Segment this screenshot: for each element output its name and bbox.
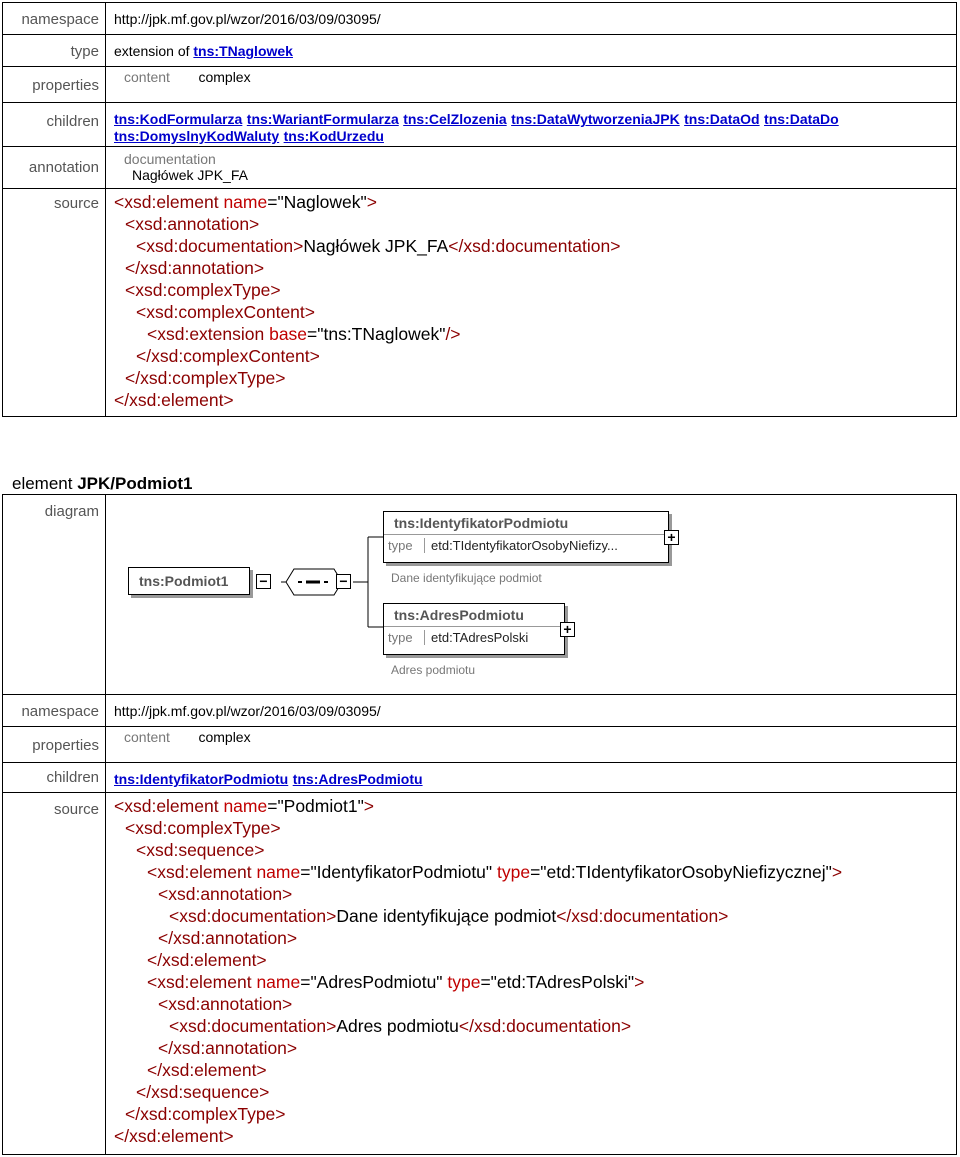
type-value [106, 35, 957, 67]
source-token: ="Podmiot1" [267, 796, 364, 816]
source-token: </xsd:annotation> [125, 258, 265, 278]
child2-type-row [384, 627, 564, 645]
source-code [106, 189, 957, 417]
child-link[interactable]: tns:CelZlozenia [403, 111, 507, 127]
source-token: Dane identyfikujące podmiot [336, 906, 557, 926]
source-line [114, 949, 956, 971]
diagram-label: diagram [3, 495, 106, 695]
child-link[interactable]: tns:DataDo [764, 111, 839, 127]
root-element-box[interactable] [128, 567, 250, 595]
element-heading [12, 474, 192, 494]
source-token: ="IdentyfikatorPodmiotu" [300, 862, 497, 882]
source-token: ="AdresPodmiotu" [300, 972, 448, 992]
source-token: name [223, 796, 268, 816]
source-token: </xsd:complexContent> [136, 346, 320, 366]
source-line [114, 1125, 956, 1147]
source-token: <xsd:extension [147, 324, 270, 344]
source-line [114, 1081, 956, 1103]
source-line [114, 1015, 956, 1037]
source-token: </xsd:complexType> [125, 1104, 286, 1124]
source-line [114, 993, 956, 1015]
properties-label: properties [3, 727, 106, 763]
element-table-podmiot1 [2, 494, 957, 1155]
diagram-canvas [106, 495, 956, 693]
child1-type-key: type [384, 538, 425, 553]
source-line [114, 927, 956, 949]
source-token: <xsd:element [147, 862, 257, 882]
source-token: type [447, 972, 481, 992]
source-line [114, 905, 956, 927]
child1-doc: Dane identyfikujące podmiot [391, 571, 542, 585]
child1-name: tns:IdentyfikatorPodmiotu [384, 512, 668, 535]
child-link[interactable]: tns:KodFormularza [114, 111, 243, 127]
source-line [114, 301, 956, 323]
children-label: children [3, 763, 106, 793]
content-value: complex [198, 69, 251, 85]
type-label: type [3, 35, 106, 67]
source-token: > [634, 972, 645, 992]
source-token: </xsd:documentation> [458, 1016, 632, 1036]
child-element-box[interactable] [383, 603, 565, 655]
source-token: </xsd:element> [114, 390, 234, 410]
properties-value [106, 727, 957, 763]
child-link[interactable]: tns:DomyslnyKodWaluty [114, 128, 280, 144]
child-link[interactable]: tns:WariantFormularza [246, 111, 399, 127]
source-token: <xsd:annotation> [158, 994, 293, 1014]
child1-type-row [384, 535, 668, 553]
annotation-label: annotation [3, 147, 106, 189]
namespace-label: namespace [3, 3, 106, 35]
child2-doc: Adres podmiotu [391, 663, 476, 677]
heading-name: JPK/Podmiot1 [77, 474, 193, 493]
source-line [114, 279, 956, 301]
source-line [114, 839, 956, 861]
content-value: complex [198, 729, 251, 745]
source-line [114, 817, 956, 839]
element-table-naglowek [2, 2, 957, 417]
properties-label: properties [3, 67, 106, 103]
source-token: </xsd:annotation> [158, 1038, 298, 1058]
source-line [114, 345, 956, 367]
collapse-sequence-icon[interactable]: − [336, 574, 351, 589]
source-line [114, 235, 956, 257]
source-line [114, 883, 956, 905]
source-token: <xsd:annotation> [125, 214, 260, 234]
properties-value [106, 67, 957, 103]
source-token: </xsd:complexType> [125, 368, 286, 388]
namespace-value: http://jpk.mf.gov.pl/wzor/2016/03/09/03095/ [106, 695, 957, 727]
children-list [106, 763, 957, 793]
diagram-area [106, 495, 957, 695]
source-token: ="Naglowek" [267, 192, 367, 212]
child2-type-key: type [384, 630, 425, 645]
source-token: <xsd:documentation> [169, 906, 337, 926]
source-token: <xsd:element [114, 796, 224, 816]
child-link[interactable]: tns:DataWytworzeniaJPK [511, 111, 680, 127]
source-line [114, 323, 956, 345]
source-line [114, 191, 956, 213]
source-line [114, 1037, 956, 1059]
source-token: <xsd:complexContent> [136, 302, 315, 322]
source-token: ="tns:TNaglowek" [307, 324, 446, 344]
namespace-label: namespace [3, 695, 106, 727]
type-prefix: extension of [114, 43, 190, 59]
expand-child2-icon[interactable]: + [560, 622, 575, 637]
source-token: <xsd:element [114, 192, 224, 212]
source-token: name [256, 862, 301, 882]
source-token: base [269, 324, 308, 344]
source-line [114, 257, 956, 279]
content-key: content [124, 729, 170, 745]
documentation-value: Nagłówek JPK_FA [132, 167, 248, 183]
source-token: </xsd:element> [147, 1060, 267, 1080]
source-token: <xsd:annotation> [158, 884, 293, 904]
source-token: Adres podmiotu [336, 1016, 459, 1036]
source-line [114, 795, 956, 817]
source-token: </xsd:sequence> [136, 1082, 270, 1102]
source-token: </xsd:element> [114, 1126, 234, 1146]
root-element-name: tns:Podmiot1 [139, 573, 229, 589]
source-token: > [831, 862, 843, 882]
source-label: source [3, 793, 106, 1155]
source-code [106, 793, 957, 1155]
child2-type-value: etd:TAdresPolski [431, 630, 529, 645]
child-link[interactable]: tns:AdresPodmiotu [292, 771, 423, 787]
source-line [114, 861, 956, 883]
source-token: <xsd:documentation> [169, 1016, 337, 1036]
source-line [114, 971, 956, 993]
source-line [114, 1059, 956, 1081]
source-token: </xsd:annotation> [158, 928, 298, 948]
source-line [114, 367, 956, 389]
source-label: source [3, 189, 106, 417]
source-line [114, 389, 956, 411]
child2-name: tns:AdresPodmiotu [384, 604, 564, 627]
child-link[interactable]: tns:KodUrzedu [283, 128, 384, 144]
source-token: <xsd:documentation> [136, 236, 304, 256]
expand-child1-icon[interactable]: + [664, 530, 679, 545]
source-token: > [366, 192, 377, 212]
source-token: ="etd:TAdresPolski" [480, 972, 635, 992]
source-token: > [363, 796, 375, 816]
source-line [114, 213, 956, 235]
source-token: <xsd:complexType> [125, 280, 281, 300]
child-link[interactable]: tns:IdentyfikatorPodmiotu [114, 771, 289, 787]
type-link[interactable]: tns:TNaglowek [193, 43, 293, 59]
documentation-key: documentation [124, 151, 216, 167]
source-token: Nagłówek JPK_FA [303, 236, 449, 256]
heading-prefix: element [12, 474, 73, 493]
children-list [106, 103, 957, 147]
source-token: </xsd:documentation> [556, 906, 729, 926]
child-link[interactable]: tns:DataOd [684, 111, 760, 127]
annotation-value [106, 147, 957, 189]
source-token: </xsd:documentation> [448, 236, 621, 256]
child1-type-value: etd:TIdentyfikatorOsobyNiefizy... [431, 538, 618, 553]
source-line [114, 1103, 956, 1125]
children-label: children [3, 103, 106, 147]
source-token: <xsd:sequence> [136, 840, 265, 860]
child-element-box[interactable] [383, 511, 669, 563]
namespace-value: http://jpk.mf.gov.pl/wzor/2016/03/09/03095/ [106, 3, 957, 35]
source-token: <xsd:element [147, 972, 257, 992]
source-token: ="etd:TIdentyfikatorOsobyNiefizycznej" [530, 862, 832, 882]
source-token: name [256, 972, 301, 992]
collapse-root-icon[interactable]: − [256, 574, 271, 589]
source-token: name [223, 192, 268, 212]
source-token: </xsd:element> [147, 950, 267, 970]
content-key: content [124, 69, 170, 85]
source-token: type [496, 862, 531, 882]
source-token: /> [445, 324, 461, 344]
source-token: <xsd:complexType> [125, 818, 281, 838]
